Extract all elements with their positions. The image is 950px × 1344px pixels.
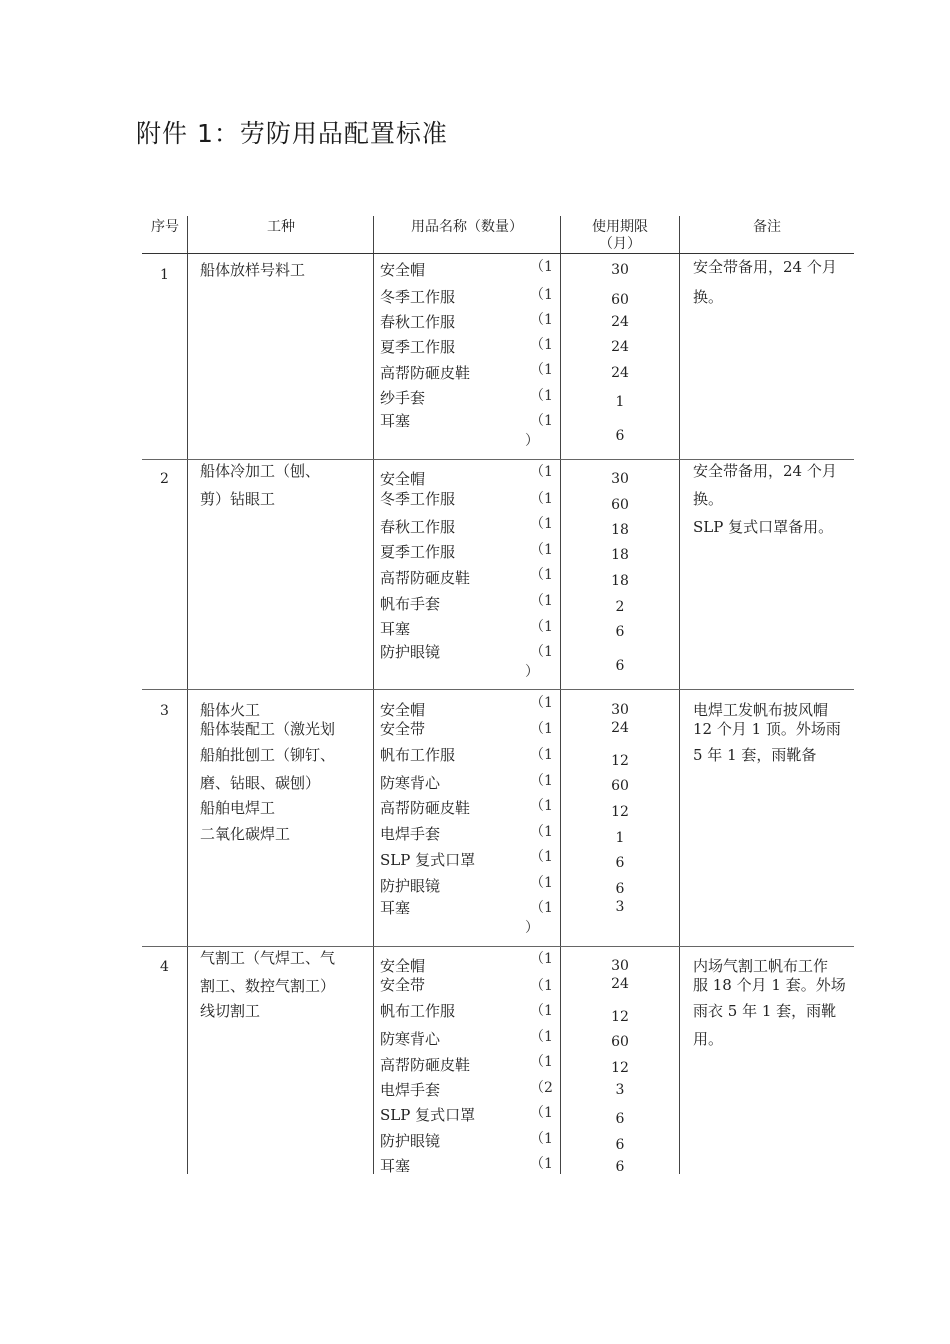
item-months: 3: [615, 899, 625, 915]
page-title: 附件 1：劳防用品配置标准: [136, 119, 448, 148]
item-name: 安全帽: [380, 957, 426, 975]
item-qty: （1: [530, 337, 553, 353]
item-months: 18: [611, 573, 629, 589]
item-qty: （1: [530, 312, 553, 328]
item-months: 2: [615, 599, 625, 615]
item-months: 60: [611, 497, 629, 513]
col-divider: [560, 216, 561, 1174]
job-name: 二氧化碳焊工: [200, 825, 291, 843]
item-months: 12: [611, 804, 629, 820]
item-qty: （1: [530, 388, 553, 404]
item-name: SLP 复式口罩: [380, 1106, 476, 1124]
item-qty: （1: [530, 1029, 553, 1045]
item-qty: （1: [530, 951, 553, 967]
row-seq: 2: [160, 471, 169, 487]
item-months: 60: [611, 292, 629, 308]
item-qty: （1: [530, 1156, 553, 1172]
col-divider: [373, 216, 374, 1174]
item-name: 高帮防砸皮鞋: [380, 799, 471, 817]
item-qty: （1: [530, 516, 553, 532]
item-qty: （1: [530, 1131, 553, 1147]
row-divider: [142, 459, 854, 460]
item-name: 冬季工作服: [380, 288, 456, 306]
item-months: 24: [611, 365, 629, 381]
item-name: 安全帽: [380, 701, 426, 719]
item-months: 30: [611, 262, 629, 278]
item-months: 6: [615, 1137, 625, 1153]
item-qty: （1: [530, 875, 553, 891]
item-qty: （1: [530, 824, 553, 840]
item-months: 60: [611, 778, 629, 794]
item-months: 12: [611, 753, 629, 769]
item-qty: （1: [530, 644, 553, 660]
row-divider: [142, 946, 854, 947]
job-name: 船舶批刨工（铆钉、: [200, 746, 336, 764]
col-divider: [679, 216, 680, 1174]
header-item: 用品名称（数量）: [411, 219, 523, 235]
qty-close: ）: [525, 664, 539, 680]
item-qty: （1: [530, 849, 553, 865]
header-period-line1: 使用期限: [592, 219, 648, 235]
item-months: 6: [615, 1111, 625, 1127]
item-name: 防护眼镜: [380, 1132, 441, 1150]
item-months: 18: [611, 547, 629, 563]
item-months: 18: [611, 522, 629, 538]
item-qty: （1: [530, 567, 553, 583]
note-line: 安全带备用，24 个月: [693, 462, 837, 480]
item-name: 耳塞: [380, 412, 411, 430]
item-name: 高帮防砸皮鞋: [380, 364, 471, 382]
item-qty: （1: [530, 491, 553, 507]
item-qty: （1: [530, 593, 553, 609]
item-name: 电焊手套: [380, 825, 441, 843]
item-qty: （1: [530, 978, 553, 994]
item-months: 30: [611, 702, 629, 718]
note-line: 安全带备用，24 个月: [693, 258, 837, 276]
note-line: 5 年 1 套，雨靴备: [693, 746, 817, 764]
header-job: 工种: [267, 219, 295, 235]
item-months: 12: [611, 1009, 629, 1025]
note-line: 内场气割工帆布工作: [693, 957, 829, 975]
note-line: 换。: [693, 490, 724, 508]
item-name: 安全帽: [380, 261, 426, 279]
item-months: 1: [615, 394, 625, 410]
item-months: 3: [615, 1082, 625, 1098]
job-name: 船体冷加工（刨、: [200, 462, 321, 480]
item-name: 帆布手套: [380, 595, 441, 613]
item-name: 纱手套: [380, 389, 426, 407]
item-months: 12: [611, 1060, 629, 1076]
note-line: 12 个月 1 顶。外场雨: [693, 720, 841, 738]
item-qty: （1: [530, 287, 553, 303]
item-name: 防护眼镜: [380, 643, 441, 661]
col-divider: [187, 216, 188, 1174]
item-name: 耳塞: [380, 620, 411, 638]
item-months: 24: [611, 720, 629, 736]
job-name: 气割工（气焊工、气: [200, 949, 336, 967]
item-name: 帆布工作服: [380, 746, 456, 764]
item-name: 防寒背心: [380, 1030, 441, 1048]
item-name: 安全带: [380, 720, 426, 738]
item-months: 6: [615, 1159, 625, 1175]
item-qty: （1: [530, 798, 553, 814]
item-months: 24: [611, 314, 629, 330]
row-divider: [142, 253, 854, 254]
note-line: 电焊工发帆布披风帽: [693, 701, 829, 719]
item-name: 安全带: [380, 976, 426, 994]
item-name: 冬季工作服: [380, 490, 456, 508]
item-qty: （1: [530, 900, 553, 916]
job-name: 剪）钻眼工: [200, 490, 276, 508]
header-period: [560, 219, 680, 253]
item-qty: （1: [530, 747, 553, 763]
note-line: 服 18 个月 1 套。外场: [693, 976, 846, 994]
item-months: 30: [611, 958, 629, 974]
item-name: 耳塞: [380, 899, 411, 917]
item-qty: （1: [530, 695, 553, 711]
note-line: 换。: [693, 288, 724, 306]
qty-close: ）: [525, 920, 539, 936]
item-name: 电焊手套: [380, 1081, 441, 1099]
item-name: 夏季工作服: [380, 338, 456, 356]
item-name: 高帮防砸皮鞋: [380, 1056, 471, 1074]
job-name: 船舶电焊工: [200, 799, 276, 817]
note-line: 雨衣 5 年 1 套，雨靴: [693, 1002, 837, 1020]
item-qty: （1: [530, 413, 553, 429]
item-name: 春秋工作服: [380, 313, 456, 331]
item-qty: （1: [530, 1105, 553, 1121]
row-seq: 3: [160, 703, 169, 719]
item-months: 24: [611, 339, 629, 355]
item-months: 24: [611, 976, 629, 992]
item-name: 耳塞: [380, 1157, 411, 1175]
header-period-line2: （月）: [599, 236, 641, 252]
item-qty: （1: [530, 619, 553, 635]
job-name: 线切割工: [200, 1002, 261, 1020]
item-name: 高帮防砸皮鞋: [380, 569, 471, 587]
item-name: 帆布工作服: [380, 1002, 456, 1020]
qty-close: ）: [525, 433, 539, 449]
item-qty: （2: [530, 1080, 553, 1096]
item-qty: （1: [530, 1054, 553, 1070]
item-name: 防护眼镜: [380, 877, 441, 895]
item-name: SLP 复式口罩: [380, 851, 476, 869]
row-seq: 1: [160, 267, 169, 283]
item-months: 30: [611, 471, 629, 487]
item-months: 6: [615, 881, 625, 897]
item-name: 防寒背心: [380, 774, 441, 792]
row-seq: 4: [160, 959, 169, 975]
item-qty: （1: [530, 259, 553, 275]
header-seq: 序号: [151, 219, 179, 235]
job-name: 船体装配工（激光划: [200, 720, 336, 738]
note-line: 用。: [693, 1030, 724, 1048]
item-qty: （1: [530, 1003, 553, 1019]
item-qty: （1: [530, 773, 553, 789]
item-name: 春秋工作服: [380, 518, 456, 536]
item-qty: （1: [530, 362, 553, 378]
note-line: SLP 复式口罩备用。: [693, 518, 834, 536]
item-qty: （1: [530, 464, 553, 480]
item-qty: （1: [530, 542, 553, 558]
item-months: 6: [615, 855, 625, 871]
header-note: 备注: [753, 219, 781, 235]
job-name: 磨、钻眼、碳刨）: [200, 774, 321, 792]
row-divider: [142, 689, 854, 690]
item-name: 夏季工作服: [380, 543, 456, 561]
item-months: 6: [615, 428, 625, 444]
item-months: 6: [615, 658, 625, 674]
job-name: 割工、数控气割工）: [200, 977, 336, 995]
item-months: 1: [615, 830, 625, 846]
job-name: 船体火工: [200, 701, 261, 719]
item-months: 60: [611, 1034, 629, 1050]
item-name: 安全帽: [380, 470, 426, 488]
item-qty: （1: [530, 721, 553, 737]
item-months: 6: [615, 624, 625, 640]
job-name: 船体放样号料工: [200, 261, 306, 279]
